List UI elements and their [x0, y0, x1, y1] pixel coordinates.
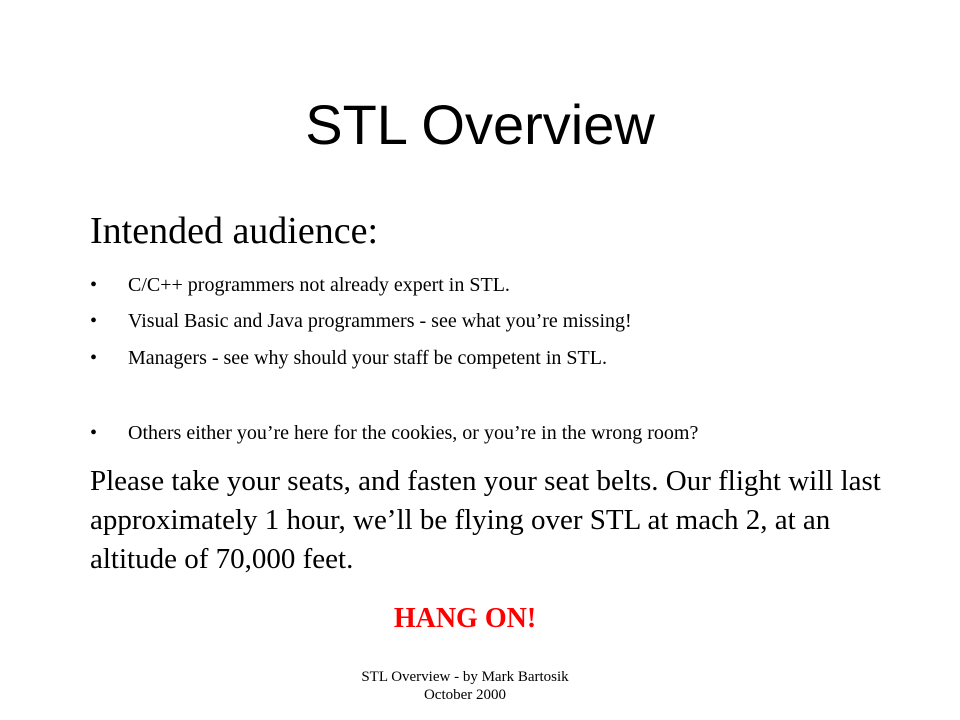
footer-date: October 2000: [423, 687, 507, 703]
bullet-icon: •: [90, 422, 98, 444]
audience-heading: Intended audience:: [90, 210, 379, 252]
callout-text: HANG ON!: [393, 603, 537, 634]
bullet-icon: •: [90, 347, 98, 369]
slide-title: STL Overview: [305, 93, 655, 156]
bullet-icon: •: [90, 310, 98, 332]
list-item-text: Visual Basic and Java programmers - see what you’re missing!: [128, 310, 632, 332]
list-item-text: Managers - see why should your staff be competent in STL.: [128, 347, 607, 369]
list-item-text: Others either you’re here for the cookies, or you’re in the wrong room?: [128, 422, 699, 444]
slide-footer: [0, 668, 930, 704]
list-item-text: C/C++ programmers not already expert in STL.: [128, 274, 510, 296]
bullet-icon: •: [90, 274, 98, 296]
welcome-paragraph: Please take your seats, and fasten your seat belts. Our flight will last approximately 1 hour, we’ll be flying over STL at mach 2, at an altitude of 70,000 feet.: [90, 465, 881, 575]
footer-author: STL Overview - by Mark Bartosik: [361, 669, 569, 685]
